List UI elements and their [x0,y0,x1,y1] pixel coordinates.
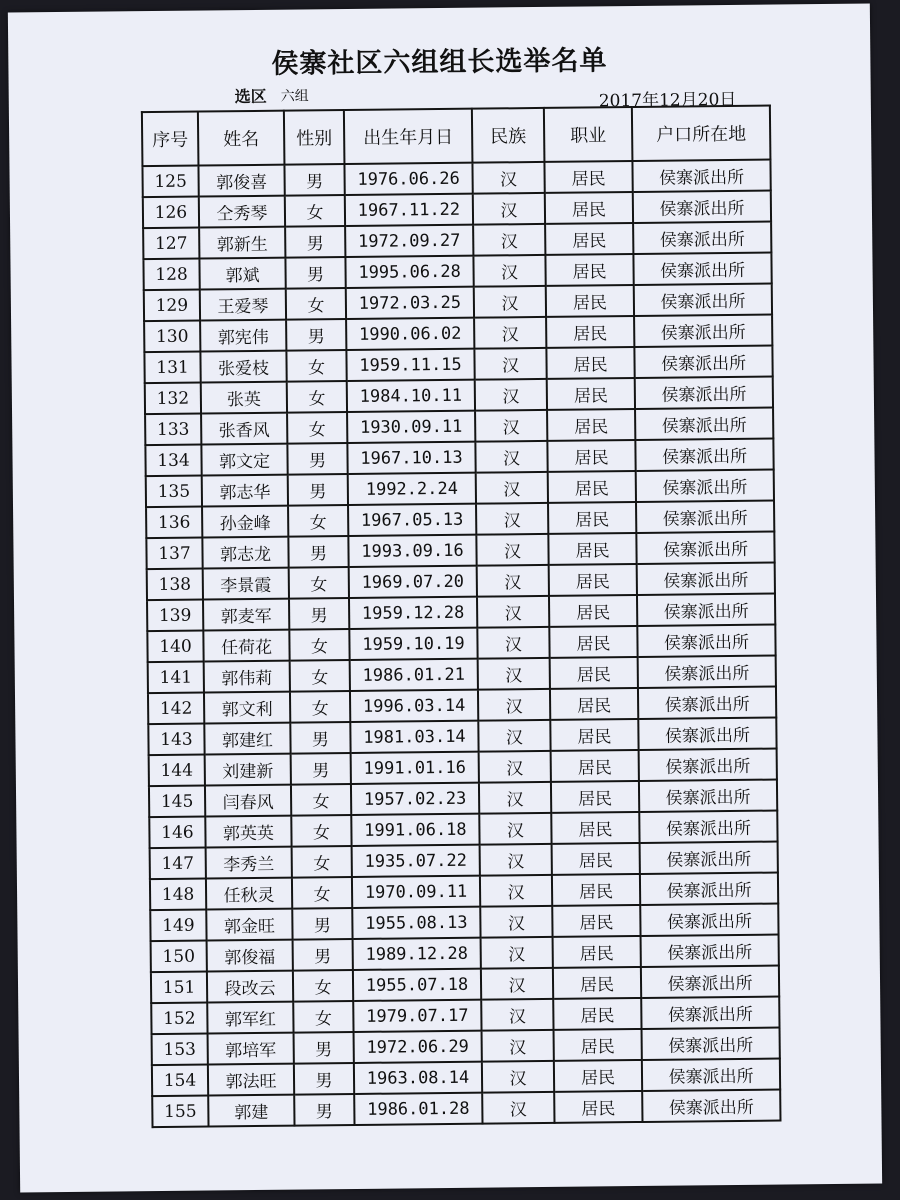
cell-occupation: 居民 [546,285,634,317]
cell-serial: 152 [151,1003,207,1035]
header-birth-date: 出生年月日 [344,109,473,164]
cell-gender: 女 [290,660,350,692]
cell-name: 郭志华 [202,475,288,507]
cell-birth-date: 1969.07.20 [349,566,477,598]
cell-ethnicity: 汉 [475,410,547,442]
cell-household-registration: 侯寨派出所 [640,904,778,936]
cell-household-registration: 侯寨派出所 [634,315,772,347]
cell-name: 郭建红 [204,723,290,755]
cell-gender: 男 [285,257,345,289]
cell-household-registration: 侯寨派出所 [634,284,772,316]
cell-birth-date: 1972.06.29 [354,1031,482,1063]
cell-occupation: 居民 [553,936,641,968]
cell-birth-date: 1967.11.22 [345,194,473,226]
cell-ethnicity: 汉 [482,1092,554,1124]
cell-household-registration: 侯寨派出所 [639,780,777,812]
cell-serial: 134 [145,445,201,477]
cell-serial: 145 [149,786,205,818]
cell-ethnicity: 汉 [473,224,545,256]
cell-household-registration: 侯寨派出所 [633,253,771,285]
cell-household-registration: 侯寨派出所 [638,656,776,688]
cell-ethnicity: 汉 [479,751,551,783]
cell-name: 郭志龙 [202,537,288,569]
cell-ethnicity: 汉 [473,193,545,225]
cell-name: 郭宪伟 [200,320,286,352]
cell-serial: 135 [146,476,202,508]
document-date: 2017年12月20日 [598,89,737,112]
cell-birth-date: 1955.08.13 [352,907,480,939]
cell-ethnicity: 汉 [480,844,552,876]
table-body [142,160,780,1128]
cell-birth-date: 1979.07.17 [353,1000,481,1032]
cell-occupation: 居民 [545,254,633,286]
cell-name: 刘建新 [205,754,291,786]
cell-household-registration: 侯寨派出所 [632,160,770,192]
cell-serial: 132 [145,383,201,415]
cell-occupation: 居民 [554,1091,642,1123]
cell-household-registration: 侯寨派出所 [635,377,773,409]
header-household-registration: 户口所在地 [632,106,771,161]
cell-birth-date: 1930.09.11 [347,411,475,443]
cell-occupation: 居民 [552,905,640,937]
cell-occupation: 居民 [551,812,639,844]
cell-occupation: 居民 [549,626,637,658]
document-title: 侯寨社区六组组长选举名单 [271,45,608,80]
cell-name: 段改云 [207,971,293,1003]
cell-household-registration: 侯寨派出所 [639,749,777,781]
cell-household-registration: 侯寨派出所 [639,811,777,843]
cell-household-registration: 侯寨派出所 [634,346,772,378]
cell-serial: 128 [143,259,199,291]
cell-household-registration: 侯寨派出所 [640,873,778,905]
cell-name: 郭新生 [199,227,285,259]
cell-gender: 女 [291,815,351,847]
cell-household-registration: 侯寨派出所 [642,1090,780,1122]
cell-gender: 男 [287,443,347,475]
cell-gender: 男 [294,1094,354,1126]
cell-name: 郭金旺 [206,909,292,941]
cell-occupation: 居民 [554,1060,642,1092]
cell-ethnicity: 汉 [480,906,552,938]
cell-name: 李景霞 [203,568,289,600]
cell-gender: 女 [285,195,345,227]
cell-gender: 女 [288,505,348,537]
cell-name: 郭俊喜 [198,165,284,197]
table-row [152,1090,780,1128]
cell-occupation: 居民 [553,967,641,999]
cell-ethnicity: 汉 [478,689,550,721]
cell-household-registration: 侯寨派出所 [635,408,773,440]
cell-gender: 男 [291,753,351,785]
cell-ethnicity: 汉 [476,534,548,566]
cell-ethnicity: 汉 [477,596,549,628]
cell-serial: 127 [143,228,199,260]
cell-name: 张香风 [201,413,287,445]
cell-ethnicity: 汉 [473,255,545,287]
cell-birth-date: 1976.06.26 [344,163,472,195]
cell-occupation: 居民 [547,409,635,441]
cell-name: 张英 [201,382,287,414]
cell-name: 郭建 [208,1095,294,1127]
cell-ethnicity: 汉 [474,317,546,349]
cell-serial: 142 [148,693,204,725]
table-header-row [142,106,771,167]
cell-ethnicity: 汉 [474,286,546,318]
cell-serial: 144 [149,755,205,787]
cell-birth-date: 1963.08.14 [354,1062,482,1094]
cell-household-registration: 侯寨派出所 [641,966,779,998]
cell-birth-date: 1935.07.22 [352,845,480,877]
cell-gender: 女 [286,350,346,382]
cell-ethnicity: 汉 [480,875,552,907]
cell-gender: 男 [290,722,350,754]
cell-serial: 140 [147,631,203,663]
cell-occupation: 居民 [548,533,636,565]
cell-serial: 150 [151,941,207,973]
cell-ethnicity: 汉 [476,503,548,535]
cell-name: 郭伟莉 [204,661,290,693]
voter-roster-table [141,105,782,1129]
cell-birth-date: 1989.12.28 [353,938,481,970]
cell-birth-date: 1991.01.16 [351,752,479,784]
cell-ethnicity: 汉 [482,1061,554,1093]
cell-occupation: 居民 [544,161,632,193]
cell-serial: 129 [144,290,200,322]
cell-name: 任荷花 [203,630,289,662]
cell-ethnicity: 汉 [479,782,551,814]
cell-birth-date: 1993.09.16 [348,535,476,567]
header-gender: 性别 [284,110,345,165]
cell-occupation: 居民 [547,440,635,472]
cell-birth-date: 1991.06.18 [351,814,479,846]
cell-birth-date: 1957.02.23 [351,783,479,815]
cell-birth-date: 1981.03.14 [350,721,478,753]
cell-name: 郭军红 [207,1002,293,1034]
cell-gender: 男 [284,164,344,196]
cell-serial: 138 [147,569,203,601]
cell-occupation: 居民 [547,378,635,410]
header-name: 姓名 [198,111,285,166]
cell-ethnicity: 汉 [475,441,547,473]
cell-occupation: 居民 [549,595,637,627]
cell-gender: 男 [288,536,348,568]
cell-household-registration: 侯寨派出所 [635,439,773,471]
cell-household-registration: 侯寨派出所 [633,222,771,254]
header-ethnicity: 民族 [472,108,545,163]
cell-ethnicity: 汉 [476,472,548,504]
cell-occupation: 居民 [546,347,634,379]
cell-household-registration: 侯寨派出所 [638,687,776,719]
cell-serial: 141 [148,662,204,694]
cell-gender: 女 [292,877,352,909]
cell-serial: 126 [143,197,199,229]
cell-occupation: 居民 [545,223,633,255]
cell-name: 郭英英 [205,816,291,848]
cell-occupation: 居民 [550,688,638,720]
cell-ethnicity: 汉 [472,162,544,194]
cell-serial: 133 [145,414,201,446]
cell-birth-date: 1970.09.11 [352,876,480,908]
cell-gender: 男 [292,908,352,940]
district-value: 六组 [280,88,309,105]
cell-ethnicity: 汉 [475,379,547,411]
cell-serial: 136 [146,507,202,539]
cell-gender: 男 [294,1063,354,1095]
cell-gender: 男 [289,598,349,630]
cell-serial: 139 [147,600,203,632]
cell-household-registration: 侯寨派出所 [638,718,776,750]
cell-ethnicity: 汉 [479,813,551,845]
cell-name: 仝秀琴 [199,196,285,228]
cell-household-registration: 侯寨派出所 [640,842,778,874]
cell-name: 王爱琴 [200,289,286,321]
cell-household-registration: 侯寨派出所 [636,532,774,564]
cell-gender: 女 [287,381,347,413]
cell-occupation: 居民 [551,750,639,782]
cell-ethnicity: 汉 [481,999,553,1031]
cell-household-registration: 侯寨派出所 [641,935,779,967]
cell-name: 闫春风 [205,785,291,817]
cell-serial: 147 [150,848,206,880]
cell-gender: 女 [293,970,353,1002]
cell-occupation: 居民 [554,1029,642,1061]
cell-occupation: 居民 [545,192,633,224]
cell-occupation: 居民 [548,502,636,534]
cell-name: 郭文利 [204,692,290,724]
cell-serial: 155 [152,1096,208,1128]
cell-birth-date: 1972.03.25 [346,287,474,319]
cell-name: 任秋灵 [206,878,292,910]
cell-gender: 女 [286,288,346,320]
cell-ethnicity: 汉 [477,627,549,659]
cell-name: 孙金峰 [202,506,288,538]
cell-name: 郭法旺 [208,1064,294,1096]
cell-ethnicity: 汉 [474,348,546,380]
cell-name: 郭培军 [208,1033,294,1065]
cell-birth-date: 1990.06.02 [346,318,474,350]
cell-serial: 137 [146,538,202,570]
cell-serial: 130 [144,321,200,353]
header-serial: 序号 [142,112,199,167]
cell-household-registration: 侯寨派出所 [642,1059,780,1091]
cell-serial: 148 [150,879,206,911]
cell-household-registration: 侯寨派出所 [637,563,775,595]
cell-ethnicity: 汉 [481,937,553,969]
document-sheet [8,4,882,1193]
cell-serial: 151 [151,972,207,1004]
cell-household-registration: 侯寨派出所 [636,501,774,533]
cell-occupation: 居民 [549,564,637,596]
cell-household-registration: 侯寨派出所 [633,191,771,223]
cell-occupation: 居民 [550,719,638,751]
cell-name: 张爱枝 [200,351,286,383]
cell-gender: 女 [287,412,347,444]
cell-birth-date: 1996.03.14 [350,690,478,722]
cell-gender: 男 [294,1032,354,1064]
cell-gender: 女 [289,629,349,661]
cell-occupation: 居民 [548,471,636,503]
cell-ethnicity: 汉 [478,658,550,690]
cell-birth-date: 1955.07.18 [353,969,481,1001]
cell-name: 郭俊福 [207,940,293,972]
cell-name: 郭麦军 [203,599,289,631]
cell-serial: 125 [142,166,198,198]
cell-ethnicity: 汉 [478,720,550,752]
cell-gender: 男 [285,226,345,258]
cell-gender: 女 [292,846,352,878]
cell-serial: 154 [152,1065,208,1097]
cell-gender: 男 [293,939,353,971]
cell-serial: 146 [149,817,205,849]
cell-birth-date: 1972.09.27 [345,225,473,257]
cell-serial: 149 [150,910,206,942]
cell-birth-date: 1959.10.19 [349,628,477,660]
cell-occupation: 居民 [552,874,640,906]
cell-name: 李秀兰 [206,847,292,879]
cell-birth-date: 1984.10.11 [347,380,475,412]
cell-birth-date: 1986.01.28 [354,1093,482,1125]
cell-serial: 153 [152,1034,208,1066]
cell-household-registration: 侯寨派出所 [637,625,775,657]
cell-household-registration: 侯寨派出所 [637,594,775,626]
cell-birth-date: 1967.10.13 [347,442,475,474]
district-label: 选区 [234,86,267,107]
cell-household-registration: 侯寨派出所 [636,470,774,502]
cell-name: 郭文定 [201,444,287,476]
cell-occupation: 居民 [546,316,634,348]
cell-occupation: 居民 [553,998,641,1030]
cell-gender: 女 [289,567,349,599]
cell-gender: 男 [288,474,348,506]
cell-gender: 女 [291,784,351,816]
cell-gender: 女 [293,1001,353,1033]
cell-occupation: 居民 [551,781,639,813]
header-occupation: 职业 [544,107,633,162]
cell-occupation: 居民 [550,657,638,689]
cell-household-registration: 侯寨派出所 [641,997,779,1029]
cell-birth-date: 1967.05.13 [348,504,476,536]
cell-gender: 女 [290,691,350,723]
cell-birth-date: 1959.12.28 [349,597,477,629]
cell-birth-date: 1959.11.15 [346,349,474,381]
cell-gender: 男 [286,319,346,351]
cell-name: 郭斌 [199,258,285,290]
cell-ethnicity: 汉 [482,1030,554,1062]
cell-birth-date: 1992.2.24 [348,473,476,505]
cell-serial: 131 [144,352,200,384]
cell-ethnicity: 汉 [477,565,549,597]
cell-ethnicity: 汉 [481,968,553,1000]
cell-birth-date: 1986.01.21 [350,659,478,691]
cell-occupation: 居民 [552,843,640,875]
cell-serial: 143 [148,724,204,756]
cell-birth-date: 1995.06.28 [345,256,473,288]
cell-household-registration: 侯寨派出所 [642,1028,780,1060]
